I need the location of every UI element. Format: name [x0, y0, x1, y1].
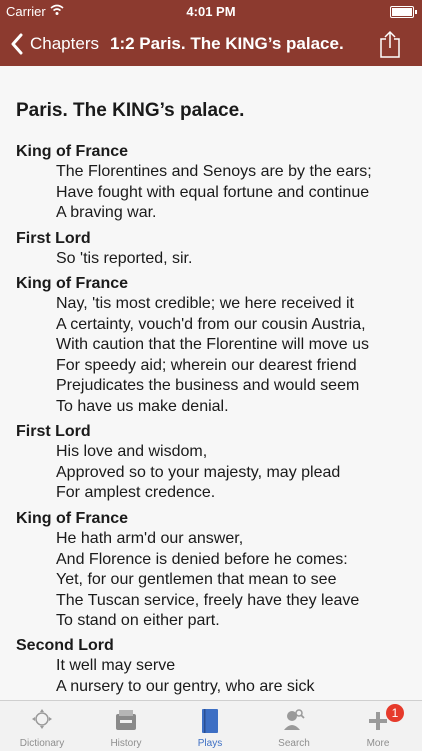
- history-icon: [114, 706, 138, 734]
- tab-label: Plays: [197, 738, 223, 749]
- tab-label: Dictionary: [19, 738, 65, 749]
- share-icon[interactable]: [378, 30, 402, 58]
- speech-line: The Florentines and Senoys are by the ears;: [56, 163, 372, 180]
- page-title: 1:2 Paris. The KING’s palace.: [110, 34, 344, 53]
- speech-line: Have fought with equal fortune and continue: [56, 183, 370, 201]
- speech-line: So 'tis reported, sir.: [56, 250, 193, 267]
- speaker-name: King of France: [16, 143, 129, 160]
- chevron-left-icon: [10, 33, 24, 55]
- speech-line: A certainty, vouch'd from our cousin Austria,: [56, 315, 366, 333]
- speech-line: Nay, 'tis most credible; we here received it: [56, 295, 354, 312]
- speech-line: A braving war.: [56, 204, 157, 221]
- tab-bar: [0, 700, 422, 751]
- play-text-view[interactable]: [0, 66, 422, 700]
- navigation-bar: [0, 22, 422, 66]
- speech-block: [16, 422, 416, 504]
- speaker-name: First Lord: [16, 423, 91, 440]
- speech-line: To stand on either part.: [56, 612, 220, 629]
- speech-block: [16, 142, 416, 224]
- scene-title: Paris. The KING’s palace.: [16, 100, 245, 121]
- search-icon: [282, 706, 306, 734]
- speaker-name: First Lord: [16, 230, 91, 247]
- speech-block: [16, 509, 416, 632]
- status-time: 4:01 PM: [186, 4, 236, 19]
- tab-plays[interactable]: [168, 701, 252, 751]
- dictionary-icon: [30, 706, 54, 734]
- tab-more[interactable]: [336, 701, 420, 751]
- speech-line: For amplest credence.: [56, 484, 216, 501]
- notification-badge: 1: [386, 704, 404, 722]
- battery-icon: [390, 6, 414, 18]
- status-bar: [0, 0, 422, 22]
- back-button[interactable]: [10, 22, 99, 66]
- speech-line: Yet, for our gentlemen that mean to see: [56, 571, 337, 588]
- speech-line: For speedy aid; wherein our dearest friend: [56, 356, 357, 374]
- tab-label: History: [110, 738, 142, 749]
- speech-line: The Tuscan service, freely have they leave: [56, 591, 360, 609]
- speaker-name: King of France: [16, 275, 129, 292]
- speech-block: [16, 636, 416, 697]
- speech-line: With caution that the Florentine will move us: [56, 336, 370, 353]
- back-button-label: Chapters: [30, 34, 99, 53]
- speech-line: His love and wisdom,: [56, 443, 208, 460]
- speech-line: To have us make denial.: [56, 397, 229, 415]
- speech-line: He hath arm'd our answer,: [56, 530, 244, 547]
- tab-history[interactable]: [84, 701, 168, 751]
- speaker-name: Second Lord: [16, 637, 114, 654]
- speech-line: And Florence is denied before he comes:: [56, 550, 348, 568]
- plays-icon: [198, 706, 222, 734]
- speech-line: A nursery to our gentry, who are sick: [56, 677, 315, 695]
- speech-line: Approved so to your majesty, may plead: [56, 463, 341, 481]
- speech-line: It well may serve: [56, 657, 176, 674]
- tab-search[interactable]: [252, 701, 336, 751]
- tab-label: Search: [278, 738, 310, 749]
- speaker-name: King of France: [16, 510, 129, 527]
- speech-block: [16, 274, 416, 417]
- speech-line: Prejudicates the business and would seem: [56, 377, 360, 394]
- tab-dictionary[interactable]: [0, 701, 84, 751]
- speech-block: [16, 229, 416, 270]
- carrier-label: Carrier: [6, 4, 46, 19]
- tab-label: More: [366, 738, 390, 749]
